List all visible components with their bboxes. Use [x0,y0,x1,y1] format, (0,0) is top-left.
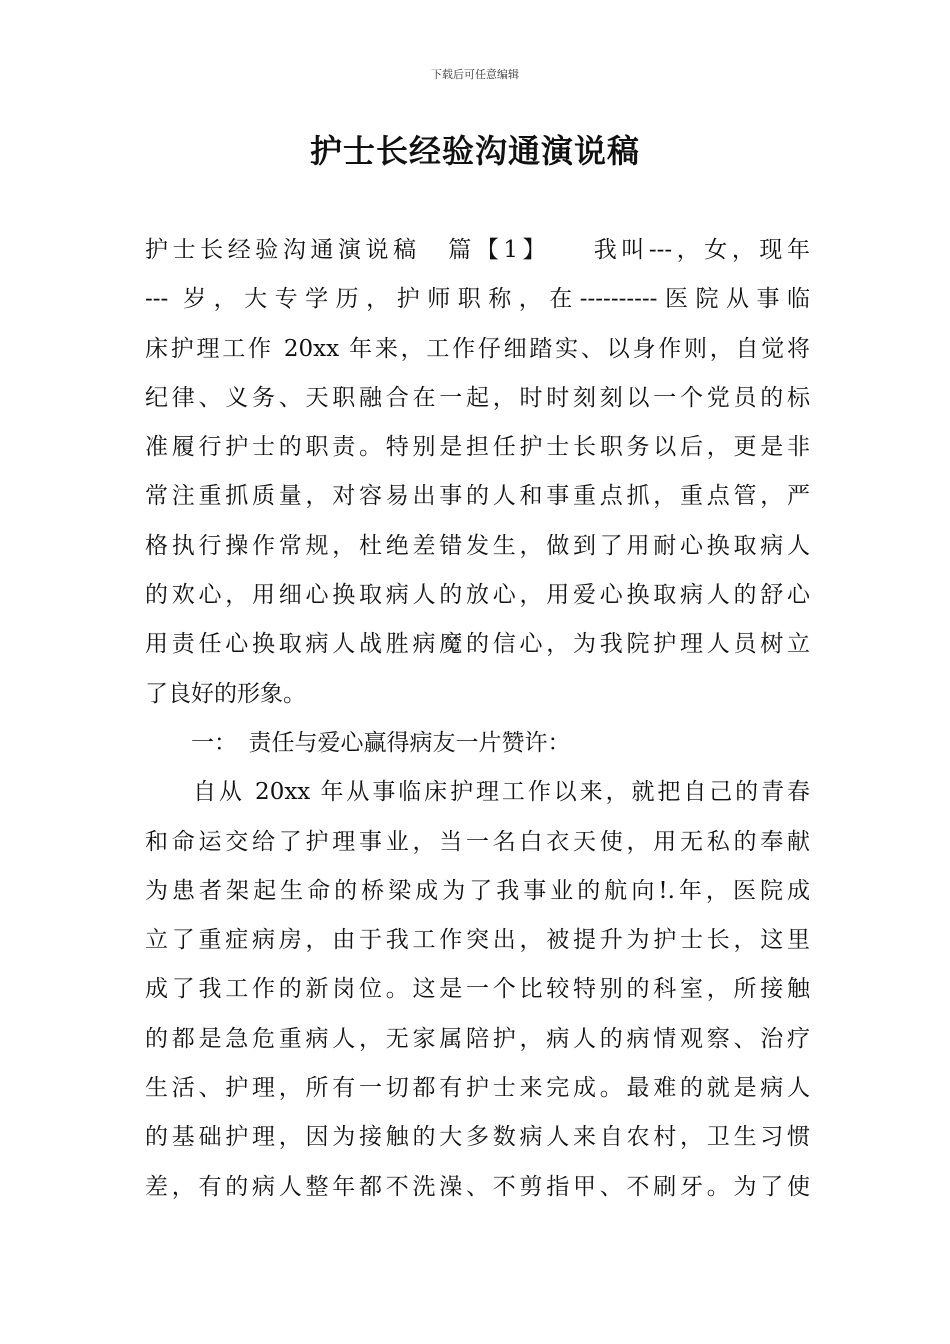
body-line: 床护理工作 20xx 年来，工作仔细踏实、以身作则，自觉将 [145,335,810,362]
document-title: 护士长经验沟通演说稿 [309,132,640,170]
header-note: 下载后可任意编辑 [431,68,519,81]
body-line: 护士长经验沟通演说稿 篇【1】 我叫---，女，现年 [145,237,810,263]
body-line: 的欢心，用细心换取病人的放心，用爱心换取病人的舒心 [145,582,810,609]
body-line: 自从 20xx 年从事临床护理工作以来，就把自己的青春 [193,779,810,806]
body-line: 立了重症病房，由于我工作突出，被提升为护士长，这里 [145,927,810,954]
body-line: 和命运交给了护理事业，当一名白衣天使，用无私的奉献 [145,828,810,855]
body-line: 差，有的病人整年都不洗澡、不剪指甲、不刷牙。为了使 [145,1173,810,1200]
body-line: 纪律、义务、天职融合在一起，时时刻刻以一个党员的标 [145,384,810,411]
body-line: 的基础护理，因为接触的大多数病人来自农村，卫生习惯 [145,1124,810,1151]
body-line: 的都是急危重病人，无家属陪护，病人的病情观察、治疗 [145,1025,810,1052]
body-line: 格执行操作常规，杜绝差错发生，做到了用耐心换取病人 [145,532,810,559]
document-body [145,226,810,1212]
body-line: 为患者架起生命的桥梁成为了我事业的航向!.年，医院成 [145,877,810,904]
body-line: 了良好的形象。 [145,680,306,707]
body-line: 用责任心换取病人战胜病魔的信心，为我院护理人员树立 [145,631,810,658]
body-line: 准履行护士的职责。特别是担任护士长职务以后，更是非 [145,434,810,461]
body-line: --- 岁，大专学历，护师职称，在----------医院从事临 [145,286,810,313]
body-line: 常注重抓质量，对容易出事的人和事重点抓，重点管，严 [145,483,810,510]
body-line: 生活、护理，所有一切都有护士来完成。最难的就是病人 [145,1075,810,1102]
body-line: 成了我工作的新岗位。这是一个比较特别的科室，所接触 [145,976,810,1003]
section-heading: 一： 责任与爱心赢得病友一片赞许： [191,729,571,756]
